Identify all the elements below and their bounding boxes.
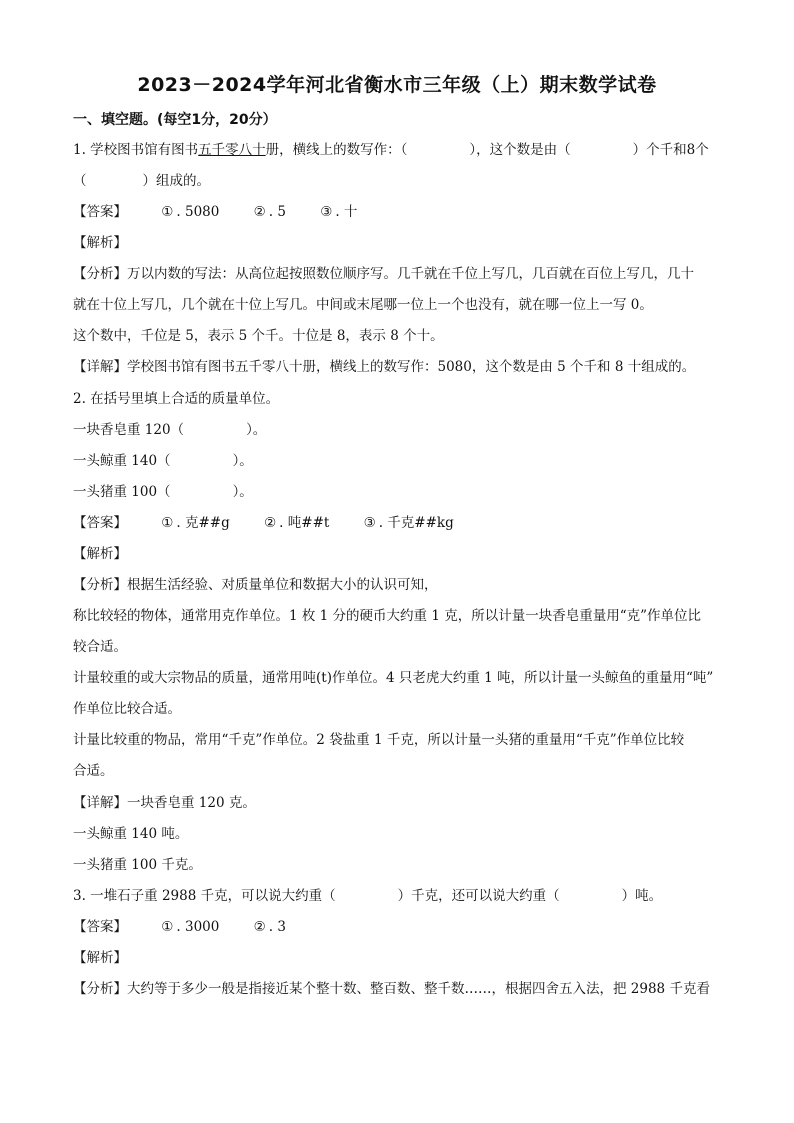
q1-text-mid1: ），这个数是由（ — [469, 142, 571, 158]
answer-item: ② . 3 — [253, 919, 286, 935]
analysis-1-line-3: 这个数中，千位是 5，表示 5 个千。十位是 8，表示 8 个十。 — [73, 328, 444, 344]
answer-item: ① . 5080 — [161, 204, 220, 220]
analysis-2-line-2: 称比较轻的物体，通常用克作单位。1 枚 1 分的硬币大约重 1 克，所以计量一块香皂重量用“克”作单位比 — [73, 608, 702, 624]
analysis-1-line-2: 就在十位上写几，几个就在十位上写几。中间或末尾哪一位上一个也没有，就在哪一位上一写 0。 — [73, 297, 653, 313]
question-1-line-2 — [73, 171, 733, 191]
analysis-label: 【解析】 — [73, 950, 127, 966]
answer-item: ① . 3000 — [161, 919, 220, 935]
analysis-3-line-1 — [73, 979, 733, 999]
question-2-stem: 2. 在括号里填上合适的质量单位。 — [73, 391, 280, 407]
detail-1 — [73, 357, 733, 377]
analysis-2-line-1 — [73, 575, 733, 595]
answer-2 — [73, 513, 733, 533]
xiangjie-label: 【详解】 — [73, 359, 127, 375]
answer-item: ① . 克##g — [161, 515, 230, 531]
detail-text: 一块香皂重 120 克。 — [127, 795, 256, 811]
q1-text-line2a: （ — [73, 173, 87, 189]
detail-2-line-3: 一头猪重 100 千克。 — [73, 857, 202, 873]
analysis-label: 【解析】 — [73, 235, 127, 251]
analysis-text: 万以内数的写法：从高位起按照数位顺序写。几千就在千位上写几，几百就在百位上写几，几十 — [127, 266, 694, 282]
answer-item: ③ . 十 — [320, 204, 358, 220]
question-1-line-1 — [73, 140, 733, 160]
answer-label: 【答案】 — [73, 515, 127, 531]
analysis-2-line-4: 计量较重的或大宗物品的质量，通常用吨(t)作单位。4 只老虎大约重 1 吨，所以计量一头鲸鱼的重量用“吨” — [73, 670, 714, 686]
analysis-2-line-3: 较合适。 — [73, 639, 127, 655]
analysis-label: 【解析】 — [73, 546, 127, 562]
fenxi-label: 【分析】 — [73, 577, 127, 593]
fenxi-label: 【分析】 — [73, 266, 127, 282]
answer-item: ② . 吨##t — [264, 515, 330, 531]
question-2-item-2: 一头鲸重 140（ ）。 — [73, 453, 253, 469]
answer-item: ② . 5 — [253, 204, 286, 220]
q1-text-line2b: ）组成的。 — [142, 173, 210, 189]
detail-text: 学校图书馆有图书五千零八十册，横线上的数写作：5080，这个数是由 5 个千和 8 十组成的。 — [127, 359, 696, 375]
analysis-2-line-5: 作单位比较合适。 — [73, 701, 181, 717]
answer-1 — [73, 202, 733, 222]
detail-2-line-2: 一头鲸重 140 吨。 — [73, 826, 189, 842]
q1-underlined-number: 五千零八十 — [198, 142, 266, 158]
page-title: 2023－2024学年河北省衡水市三年级（上）期末数学试卷 — [137, 74, 657, 96]
question-3: 3. 一堆石子重 2988 千克，可以说大约重（ ）千克，还可以说大约重（ ）吨。 — [73, 888, 663, 904]
analysis-2-line-6: 计量比较重的物品，常用“千克”作单位。2 袋盐重 1 千克，所以计量一头猪的重量用“千克”作单位比较 — [73, 732, 685, 748]
q1-text-mid2: ）个千和8个 — [632, 142, 709, 158]
answer-label: 【答案】 — [73, 204, 127, 220]
answer-item: ③ . 千克##kg — [363, 515, 454, 531]
fenxi-label: 【分析】 — [73, 981, 127, 997]
q1-text-pre: 1. 学校图书馆有图书 — [73, 142, 199, 158]
detail-2-line-1 — [73, 793, 733, 813]
section-heading-fill-in: 一、填空题。(每空1分，20分） — [73, 112, 277, 128]
analysis-2-line-7: 合适。 — [73, 763, 114, 779]
answer-label: 【答案】 — [73, 919, 127, 935]
question-2-item-1: 一块香皂重 120（ ）。 — [73, 422, 267, 438]
analysis-text: 根据生活经验、对质量单位和数据大小的认识可知， — [127, 577, 438, 593]
question-2-item-3: 一头猪重 100（ ）。 — [73, 484, 253, 500]
analysis-1-line-1 — [73, 264, 733, 284]
xiangjie-label: 【详解】 — [73, 795, 127, 811]
answer-3 — [73, 917, 733, 937]
analysis-text: 大约等于多少一般是指接近某个整十数、整百数、整千数……，根据四舍五入法，把 2988 千克看 — [127, 981, 710, 997]
q1-text-post: 册，横线上的数写作：（ — [265, 142, 408, 158]
